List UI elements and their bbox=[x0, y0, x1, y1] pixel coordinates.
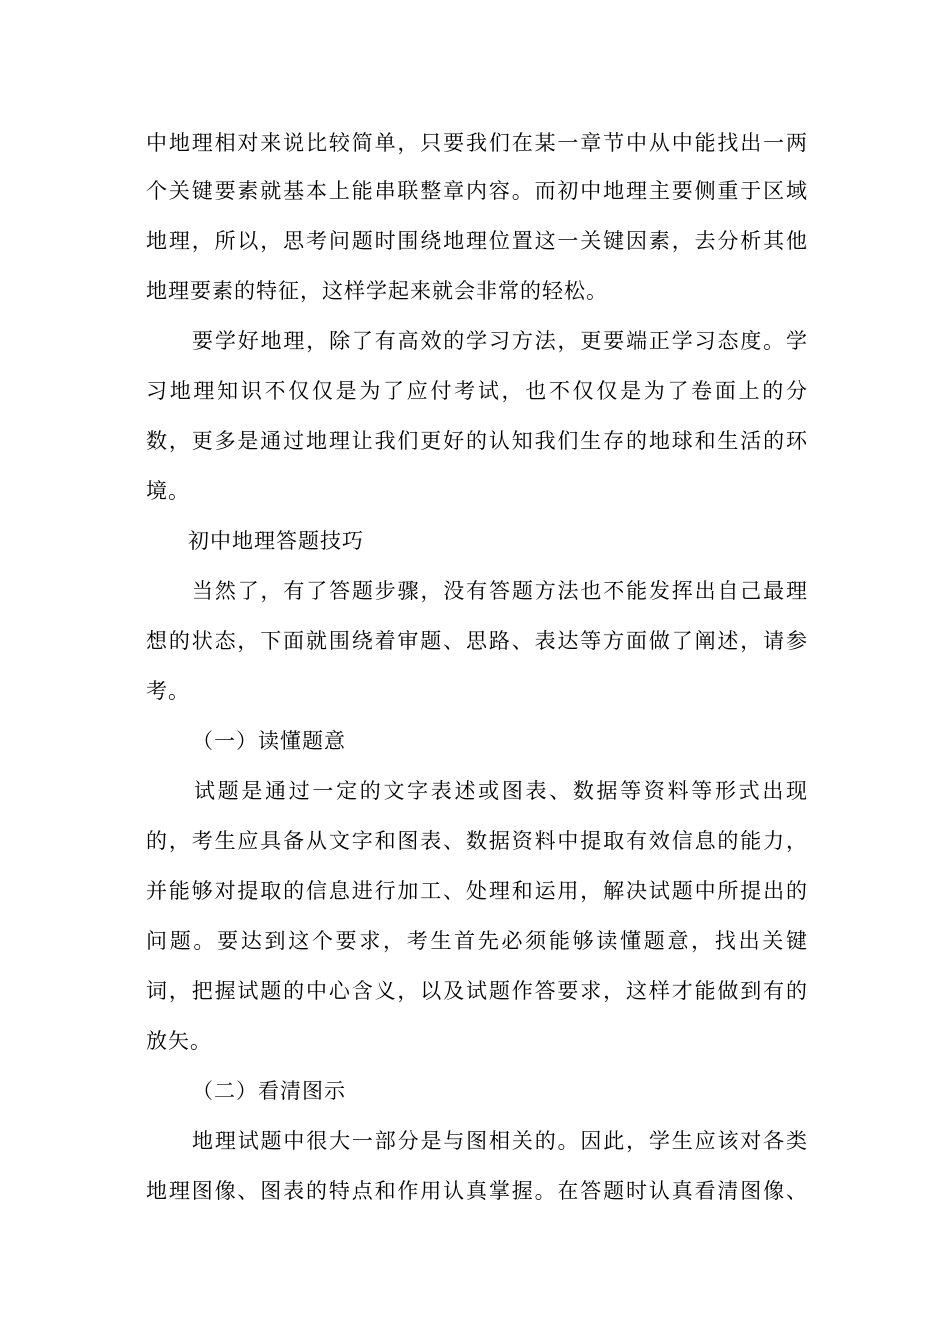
text-line: 境。 bbox=[146, 479, 190, 503]
text-line: 想的状态，下面就围绕着审题、思路、表达等方面做了阐述，请参 bbox=[146, 629, 807, 653]
text-line: 的，考生应具备从文字和图表、数据资料中提取有效信息的能力， bbox=[146, 829, 807, 853]
text-line: 放矢。 bbox=[146, 1029, 212, 1053]
text-line: 地理，所以，思考问题时围绕地理位置这一关键因素，去分析其他 bbox=[146, 229, 807, 253]
subsection-heading: （二）看清图示 bbox=[192, 1079, 346, 1103]
text-line: 问题。要达到这个要求，考生首先必须能够读懂题意，找出关键 bbox=[146, 929, 807, 953]
text-line: 试题是通过一定的文字表述或图表、数据等资料等形式出现 bbox=[194, 779, 807, 803]
text-line: 考。 bbox=[146, 679, 190, 703]
section-heading: 初中地理答题技巧 bbox=[188, 529, 364, 553]
text-line: 地理试题中很大一部分是与图相关的。因此，学生应该对各类 bbox=[192, 1129, 807, 1153]
text-line: 地理图像、图表的特点和作用认真掌握。在答题时认真看清图像、 bbox=[146, 1179, 807, 1203]
text-line: 个关键要素就基本上能串联整章内容。而初中地理主要侧重于区域 bbox=[146, 179, 807, 203]
text-line: 中地理相对来说比较简单，只要我们在某一章节中从中能找出一两 bbox=[146, 131, 807, 155]
text-line: 当然了，有了答题步骤，没有答题方法也不能发挥出自己最理 bbox=[192, 579, 807, 603]
text-line: 地理要素的特征，这样学起来就会非常的轻松。 bbox=[146, 279, 608, 303]
text-line: 习地理知识不仅仅是为了应付考试，也不仅仅是为了卷面上的分 bbox=[146, 379, 807, 403]
subsection-heading: （一）读懂题意 bbox=[192, 729, 346, 753]
text-line: 要学好地理，除了有高效的学习方法，更要端正学习态度。学 bbox=[192, 329, 807, 353]
text-line: 词，把握试题的中心含义，以及试题作答要求，这样才能做到有的 bbox=[146, 979, 807, 1003]
text-line: 数，更多是通过地理让我们更好的认知我们生存的地球和生活的环 bbox=[146, 429, 807, 453]
text-line: 并能够对提取的信息进行加工、处理和运用，解决试题中所提出的 bbox=[146, 879, 807, 903]
